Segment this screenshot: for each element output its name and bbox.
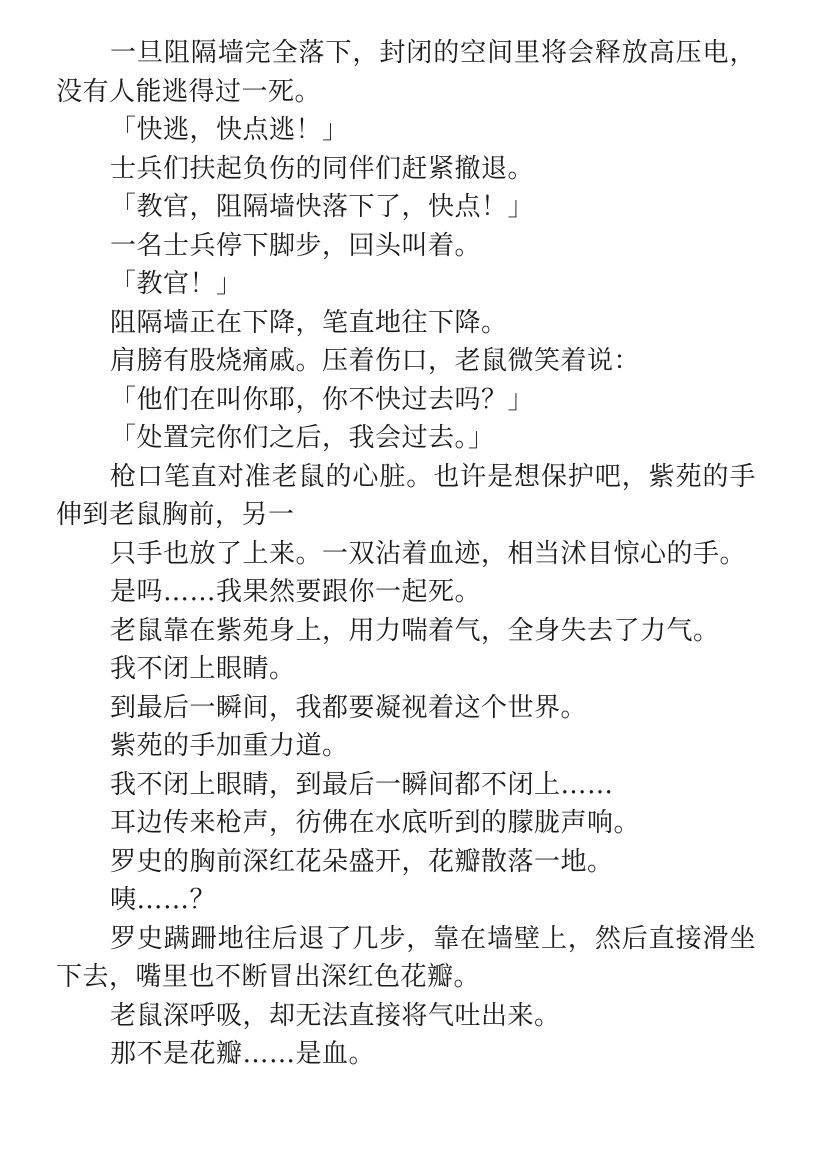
paragraph-23: 老鼠深呼吸，却无法直接将气吐出来。	[110, 1000, 561, 1031]
paragraph-8: 肩膀有股烧痛戚。压着伤口，老鼠微笑着说：	[110, 346, 641, 376]
paragraph-22: 罗史蹒跚地往后退了几步，靠在墙壁上，然后直接滑坐下去，嘴里也不断冒出深红色花瓣。	[56, 923, 756, 992]
paragraph-7: 阻隔墙正在下降，笔直地往下降。	[110, 307, 508, 338]
paragraph-17: 紫苑的手加重力道。	[110, 731, 349, 761]
paragraph-4: 「教官，阻隔墙快落下了，快点！」	[110, 192, 535, 222]
paragraph-15: 我不闭上眼睛。	[110, 654, 296, 684]
paragraph-9: 「他们在叫你耶，你不快过去吗？」	[110, 384, 535, 415]
paragraph-10: 「处置完你们之后，我会过去。」	[110, 423, 495, 453]
document-page	[56, 34, 756, 1074]
paragraph-14: 老鼠靠在紫苑身上，用力喘着气，全身失去了力气。	[110, 615, 720, 646]
paragraph-12: 只手也放了上来。一双沾着血迹，相当沭目惊心的手。	[110, 538, 747, 569]
paragraph-21: 咦……？	[110, 885, 217, 915]
paragraph-1: 一旦阻隔墙完全落下，封闭的空间里将会释放高压电，没有人能逃得过一死。	[56, 38, 756, 107]
paragraph-18: 我不闭上眼睛，到最后一瞬间都不闭上……	[110, 769, 614, 800]
paragraph-19: 耳边传来枪声，彷佛在水底听到的朦胧声响。	[110, 808, 641, 838]
paragraph-11: 枪口笔直对准老鼠的心脏。也许是想保护吧，紫苑的手伸到老鼠胸前，另一	[56, 461, 756, 530]
paragraph-13: 是吗……我果然要跟你一起死。	[110, 577, 482, 607]
paragraph-24: 那不是花瓣……是血。	[110, 1039, 376, 1069]
paragraph-6: 「教官！」	[110, 269, 243, 299]
paragraph-3: 士兵们扶起负伤的同伴们赶紧撤退。	[110, 153, 535, 184]
paragraph-2: 「快逃，快点逃！」	[110, 115, 349, 145]
paragraph-16: 到最后一瞬间，我都要凝视着这个世界。	[110, 692, 588, 723]
paragraph-20: 罗史的胸前深红花朵盛开，花瓣散落一地。	[110, 846, 614, 877]
paragraph-5: 一名士兵停下脚步，回头叫着。	[110, 230, 482, 261]
